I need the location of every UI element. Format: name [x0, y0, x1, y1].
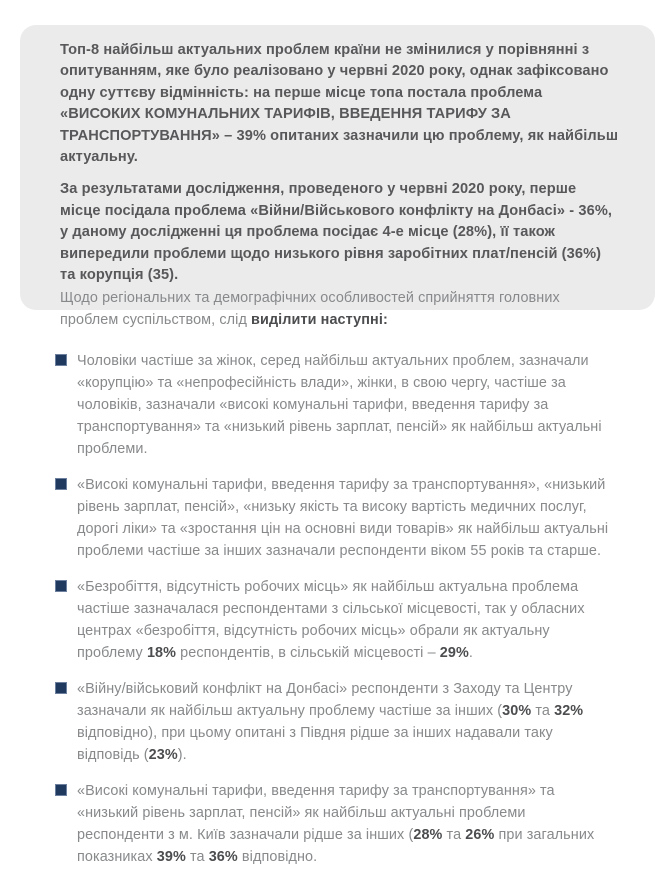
- summary-paragraph-2: За результатами дослідження, проведеного у червні 2020 року, перше місце посідала проблема «Війни/Військового конфлікту на Донбасі» - 36%, у даному дослідженні ця проблема посідає 4-е місце (28%), її також випередили проблеми щодо низького рівня заробітних плат/пенсій (36%) та корупція (35).: [60, 181, 613, 284]
- bullet-text: та: [531, 703, 555, 719]
- bullet-square-icon: [55, 354, 67, 366]
- stat-value: 28%: [413, 827, 443, 843]
- bullet-square-icon: [55, 682, 67, 694]
- list-item-gender: [55, 350, 613, 460]
- bullet-text: при загальних показниках: [77, 827, 595, 865]
- stat-value: 39%: [156, 849, 186, 865]
- bullet-text: відповідно.: [237, 849, 318, 865]
- bullet-text: та: [185, 849, 209, 865]
- bullet-text: Чоловіки частіше за жінок, серед найбільш актуальних проблем, зазначали «корупцію» та «непрофесійність влади», жінки, в свою чергу, частіше за чоловіків, зазначали «високі комунальні тарифи, введення тарифу за транспортування» та «низький рівень зарплат, пенсій» як найбільш актуальні проблеми.: [77, 353, 602, 457]
- stat-value: 26%: [465, 827, 495, 843]
- bullet-text: «Війну/військовий конфлікт на Донбасі» респонденти з Заходу та Центру зазначали як найбільш актуальну проблему частіше за інших (: [77, 681, 573, 719]
- bullet-text: ).: [177, 747, 187, 763]
- bullet-text: «Безробіття, відсутність робочих місць» як найбільш актуальна проблема частіше зазначалася респондентами з сільської місцевості, так у обласних центрах «безробіття, відсутність робочих місць» обрали як актуальну проблему: [77, 579, 585, 661]
- summary-paragraph-1: Топ-8 найбільш актуальних проблем країни не змінилися у порівнянні з опитуванням, яке було реалізовано у червні 2020 року, однак зафіксовано одну суттєву відмінність: на перше місце топа постала проблема «ВИСОКИХ КОМУНАЛЬНИХ ТАРИФІВ, ВВЕДЕННЯ ТАРИФУ ЗА ТРАНСПОРТУВАННЯ» – 39% опитаних зазначили цю проблему, як найбільш актуальну.: [60, 42, 619, 166]
- summary-card: [20, 25, 655, 310]
- stat-value: 30%: [502, 703, 532, 719]
- bullet-text: «Високі комунальні тарифи, введення тарифу за транспортування», «низький рівень зарплат, пенсій», «низьку якість та високу вартість медичних послуг, дорогі ліки» та «зростання цін на основні види товарів» як найбільш актуальні проблеми частіше за інших зазначали респонденти віком 55 років та старше.: [77, 477, 609, 559]
- stat-value: 23%: [148, 747, 178, 763]
- bullet-list: [55, 350, 613, 868]
- list-item-war-donbas: [55, 678, 613, 766]
- bullet-text: респондентів, в сільській місцевості –: [176, 645, 440, 661]
- stat-value: 36%: [208, 849, 238, 865]
- body-content: [60, 287, 613, 868]
- stat-value: 29%: [439, 645, 469, 661]
- bullet-text: «Високі комунальні тарифи, введення тарифу за транспортування» та «низький рівень зарплат, пенсій» як найбільш актуальні проблеми респонденти з м. Київ зазначали рідше за інших (: [77, 783, 555, 843]
- bullet-text: та: [442, 827, 466, 843]
- intro-paragraph: [60, 287, 613, 331]
- intro-bold-text: виділити наступні:: [251, 312, 388, 328]
- bullet-square-icon: [55, 784, 67, 796]
- stat-value: 32%: [554, 703, 584, 719]
- list-item-age-55: [55, 474, 613, 562]
- bullet-text: .: [468, 645, 473, 661]
- stat-value: 18%: [146, 645, 177, 661]
- bullet-square-icon: [55, 580, 67, 592]
- intro-text: Щодо регіональних та демографічних особливостей сприйняття головних проблем суспільством, слід: [60, 290, 560, 328]
- bullet-square-icon: [55, 478, 67, 490]
- list-item-unemployment: [55, 576, 613, 664]
- list-item-kyiv: [55, 780, 613, 868]
- bullet-text: відповідно), при цьому опитані з Півдня рідше за інших надавали таку відповідь (: [77, 725, 553, 763]
